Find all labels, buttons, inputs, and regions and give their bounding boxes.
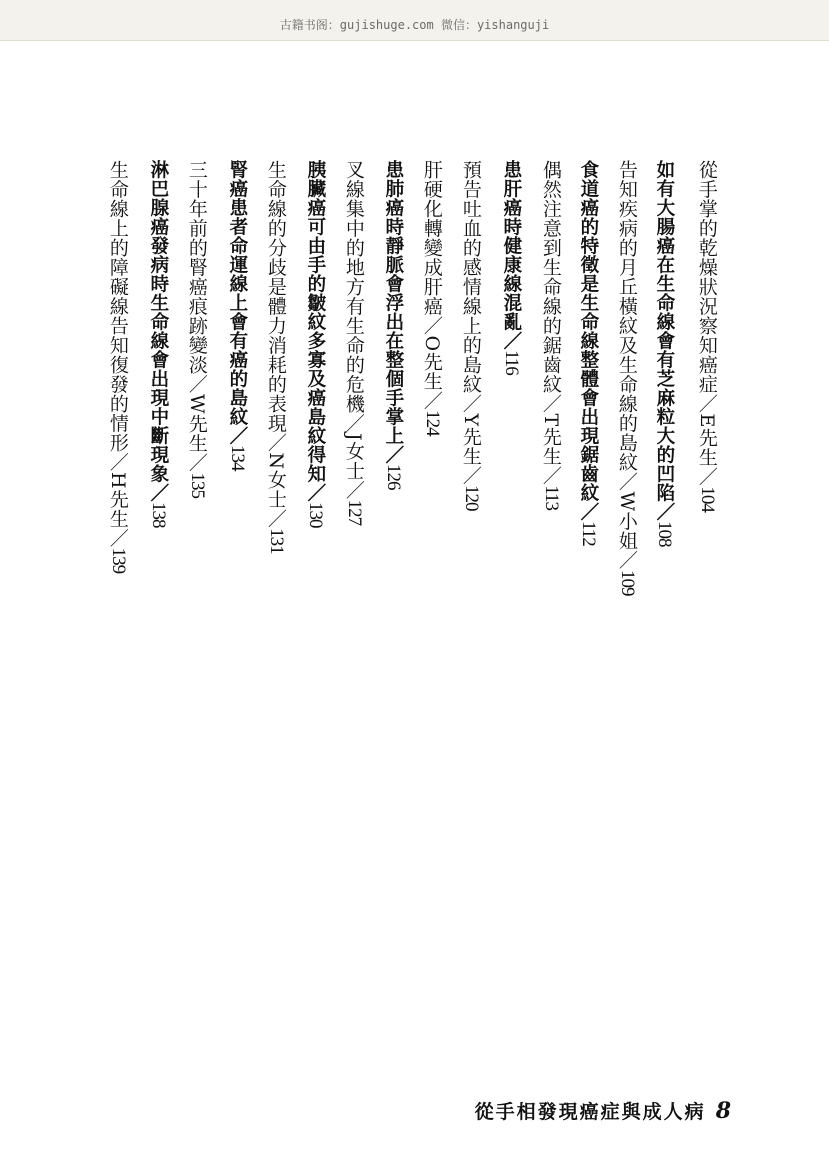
toc-entry-title: 淋巴腺癌發病時生命線會出現中斷現象／ — [147, 160, 169, 502]
page-footer — [475, 1097, 731, 1124]
toc-entry-title: 生命線的分歧是體力消耗的表現／N女士／ — [264, 160, 287, 529]
toc-entry-title: 患肺癌時靜脈會浮出在整個手掌上／ — [382, 160, 404, 464]
toc-entry-page: 131 — [265, 528, 287, 554]
toc-entry-page: 104 — [696, 486, 718, 512]
toc-entry — [616, 160, 637, 596]
toc-entry-title: 如有大腸癌在生命線會有芝麻粒大的凹陷／ — [653, 160, 675, 521]
toc-entry-title: 胰臟癌可由手的皺紋多寡及癌島紋得知／ — [304, 160, 326, 502]
toc-entry-page: 127 — [343, 499, 365, 526]
toc-entry-title: 叉線集中的地方有生命的危機／J女士／ — [342, 160, 365, 500]
toc-entry — [226, 160, 247, 471]
page-number: 8 — [715, 1098, 731, 1124]
top-watermark-bar — [0, 0, 829, 41]
toc-entry-page: 109 — [616, 570, 638, 596]
toc-entry-title: 告知疾病的月丘橫紋及生命線的島紋／W小姐／ — [615, 160, 638, 571]
toc-entry — [696, 160, 717, 512]
toc-entry-page: 130 — [304, 502, 326, 528]
toc-entry-page: 113 — [540, 485, 562, 510]
toc-entry — [540, 160, 561, 510]
toc-entry — [343, 160, 364, 525]
toc-entry — [460, 160, 481, 511]
toc-entry-page: 120 — [460, 485, 482, 511]
toc-entry — [107, 160, 128, 573]
toc-entry-page: 139 — [107, 547, 129, 574]
toc-entry — [147, 160, 168, 528]
toc-entry-page: 126 — [382, 464, 404, 490]
toc-entry-page: 138 — [147, 502, 169, 528]
toc-entry-page: 135 — [186, 472, 208, 499]
toc-entry-title: 生命線上的障礙線告知復發的情形／H先生／ — [106, 160, 129, 548]
toc-entry — [265, 160, 286, 554]
toc-entry-page: 124 — [421, 410, 443, 436]
toc-entry — [382, 160, 403, 490]
toc-entry — [577, 160, 598, 546]
book-title: 從手相發現癌症與成人病 — [474, 1101, 706, 1123]
toc-entry — [500, 160, 521, 375]
toc-entry — [653, 160, 674, 547]
toc-entry-title: 從手掌的乾燥狀況察知癌症／E先生／ — [695, 160, 718, 487]
toc-entry-title: 肝硬化轉變成肝癌／O先生／ — [420, 160, 443, 411]
watermark-text: 古籍书阁：gujishuge.com 微信：yishanguji — [279, 18, 550, 32]
toc-entry — [304, 160, 325, 528]
toc-entry-page: 108 — [653, 521, 675, 547]
toc-entry-title: 三十年前的腎癌痕跡變淡／W先生／ — [185, 160, 208, 473]
toc-entry-title: 腎癌患者命運線上會有癌的島紋／ — [226, 160, 248, 445]
toc-entry-title: 預告吐血的感情線上的島紋／Y先生／ — [459, 160, 482, 486]
toc-entry-page: 116 — [500, 350, 522, 375]
toc-entry-page: 134 — [226, 445, 248, 471]
toc-entry-title: 偶然注意到生命線的鋸齒紋／T先生／ — [539, 160, 562, 486]
toc-entry-title: 患肝癌時健康線混亂／ — [500, 160, 522, 350]
toc-entry — [421, 160, 442, 436]
toc-entry-page: 112 — [577, 521, 599, 546]
toc-entry — [186, 160, 207, 498]
toc-entry-title: 食道癌的特徵是生命線整體會出現鋸齒紋／ — [577, 160, 599, 521]
